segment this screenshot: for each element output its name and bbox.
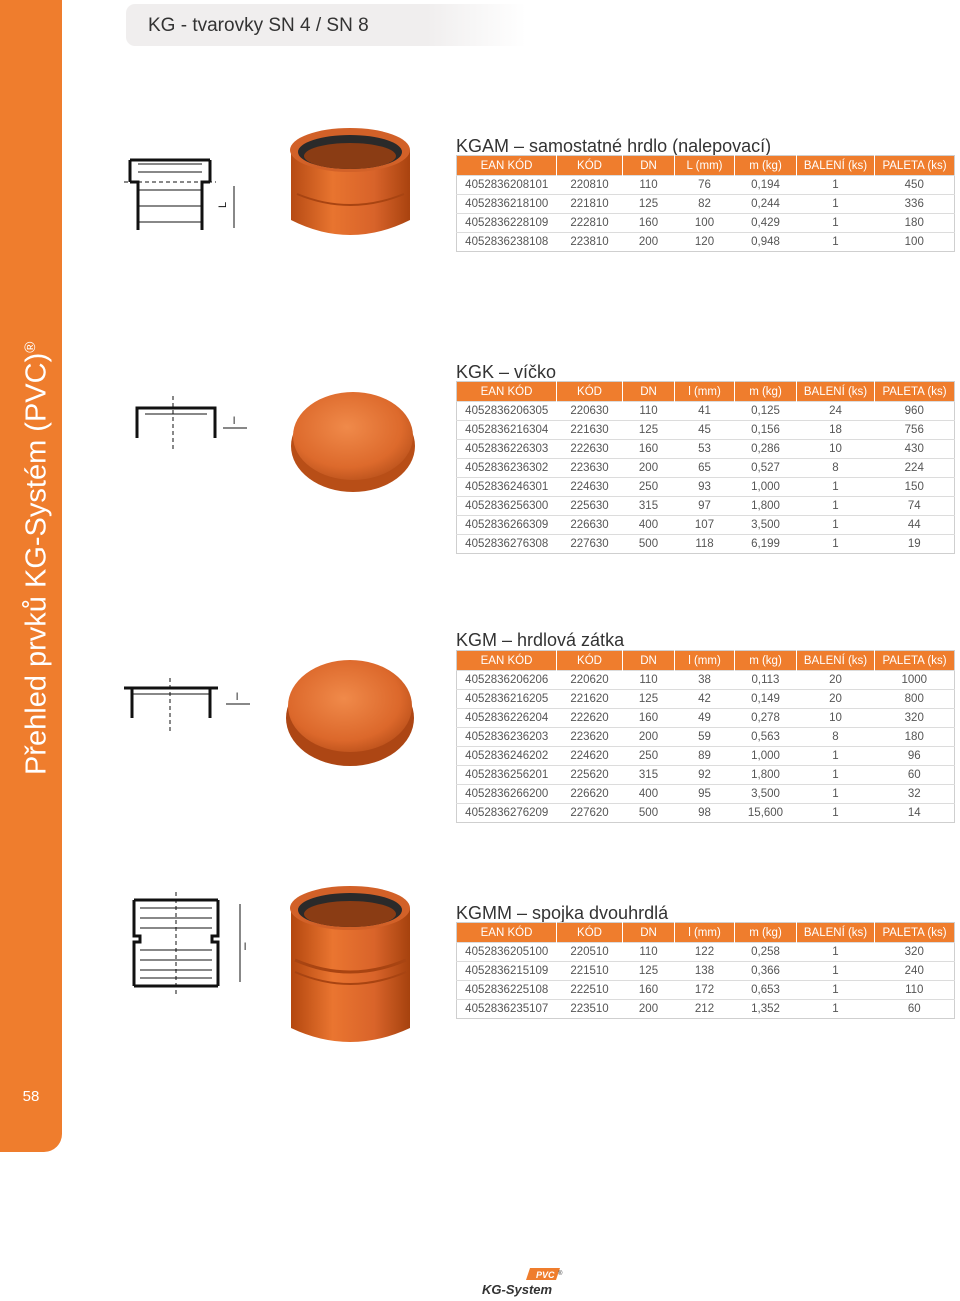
kgmm-table [456, 922, 955, 1019]
col-ean: EAN KÓD [457, 923, 557, 943]
kg-system-logo [478, 1266, 578, 1300]
table-row: 4052836215109 221510 125 138 0,366 1 240 [457, 962, 955, 981]
kgam-title: KGAM – samostatné hrdlo (nalepovací) [456, 136, 772, 156]
table-row: 4052836236203 223620 200 59 0,563 8 180 [457, 728, 955, 747]
col-paleta: PALETA (ks) [875, 923, 955, 943]
col-kod: KÓD [557, 651, 623, 671]
kgk-table [456, 381, 955, 554]
kgmm-product-photo [283, 880, 418, 1050]
col-kod: KÓD [557, 923, 623, 943]
kgk-technical-drawing [125, 390, 255, 460]
col-length: l (mm) [675, 651, 735, 671]
kgam-table [456, 155, 955, 252]
kgmm-title: KGMM – spojka dvouhrdlá [456, 903, 669, 923]
table-row: 4052836235107 223510 200 212 1,352 1 60 [457, 1000, 955, 1019]
table-row: 4052836216205 221620 125 42 0,149 20 800 [457, 690, 955, 709]
table-row: 4052836206206 220620 110 38 0,113 20 1000 [457, 671, 955, 690]
col-mass: m (kg) [735, 382, 797, 402]
kgmm-technical-drawing [120, 890, 260, 1000]
col-kod: KÓD [557, 382, 623, 402]
table-row: 4052836256300 225630 315 97 1,800 1 74 [457, 497, 955, 516]
kgam-product-photo [283, 120, 418, 245]
col-baleni: BALENÍ (ks) [797, 923, 875, 943]
col-baleni: BALENÍ (ks) [797, 382, 875, 402]
col-ean: EAN KÓD [457, 382, 557, 402]
logo-badge: PVC [536, 1270, 555, 1280]
col-mass: m (kg) [735, 923, 797, 943]
table-row: 4052836236302 223630 200 65 0,527 8 224 [457, 459, 955, 478]
table-row: 4052836266309 226630 400 107 3,500 1 44 [457, 516, 955, 535]
sidebar-title: Přehled prvků KG-Systém (PVC)® [20, 341, 53, 775]
col-paleta: PALETA (ks) [875, 156, 955, 176]
logo-name: KG-System [482, 1282, 553, 1297]
col-length: l (mm) [675, 382, 735, 402]
page-header [126, 4, 526, 46]
page-title: KG - tvarovky SN 4 / SN 8 [148, 15, 369, 36]
table-row: 4052836206305 220630 110 41 0,125 24 960 [457, 402, 955, 421]
table-row: 4052836238108 223810 200 120 0,948 1 100 [457, 233, 955, 252]
col-baleni: BALENÍ (ks) [797, 156, 875, 176]
kgk-product-photo [288, 384, 418, 499]
col-dn: DN [623, 382, 675, 402]
col-dn: DN [623, 923, 675, 943]
col-dn: DN [623, 651, 675, 671]
kgm-table [456, 650, 955, 823]
col-ean: EAN KÓD [457, 156, 557, 176]
table-row: 4052836246301 224630 250 93 1,000 1 150 [457, 478, 955, 497]
table-row: 4052836226303 222630 160 53 0,286 10 430 [457, 440, 955, 459]
table-row: 4052836225108 222510 160 172 0,653 1 110 [457, 981, 955, 1000]
col-dn: DN [623, 156, 675, 176]
col-mass: m (kg) [735, 651, 797, 671]
table-row: 4052836228109 222810 160 100 0,429 1 180 [457, 214, 955, 233]
col-kod: KÓD [557, 156, 623, 176]
logo-mark: ® [558, 1271, 563, 1277]
page-number: 58 [22, 1088, 40, 1105]
kgam-technical-drawing [120, 150, 250, 240]
col-ean: EAN KÓD [457, 651, 557, 671]
table-row: 4052836208101 220810 110 76 0,194 1 450 [457, 176, 955, 195]
table-row: 4052836276209 227620 500 98 15,600 1 14 [457, 804, 955, 823]
kgk-title: KGK – víčko [456, 362, 557, 382]
table-row: 4052836276308 227630 500 118 6,199 1 19 [457, 535, 955, 554]
sidebar-band [0, 0, 62, 1152]
col-paleta: PALETA (ks) [875, 651, 955, 671]
col-length: l (mm) [675, 923, 735, 943]
kgm-product-photo [283, 650, 418, 770]
table-row: 4052836246202 224620 250 89 1,000 1 96 [457, 747, 955, 766]
col-baleni: BALENÍ (ks) [797, 651, 875, 671]
table-row: 4052836256201 225620 315 92 1,800 1 60 [457, 766, 955, 785]
col-length: L (mm) [675, 156, 735, 176]
table-row: 4052836266200 226620 400 95 3,500 1 32 [457, 785, 955, 804]
table-row: 4052836205100 220510 110 122 0,258 1 320 [457, 943, 955, 962]
kgam-dimension-label: L [217, 201, 229, 208]
kgm-technical-drawing [118, 676, 258, 736]
table-row: 4052836218100 221810 125 82 0,244 1 336 [457, 195, 955, 214]
table-row: 4052836226204 222620 160 49 0,278 10 320 [457, 709, 955, 728]
kgm-dimension-label: l [236, 692, 239, 703]
kgmm-dimension-label: l [244, 942, 247, 953]
kgm-title: KGM – hrdlová zátka [456, 630, 625, 650]
kgk-dimension-label: l [233, 416, 236, 427]
col-mass: m (kg) [735, 156, 797, 176]
col-paleta: PALETA (ks) [875, 382, 955, 402]
table-row: 4052836216304 221630 125 45 0,156 18 756 [457, 421, 955, 440]
